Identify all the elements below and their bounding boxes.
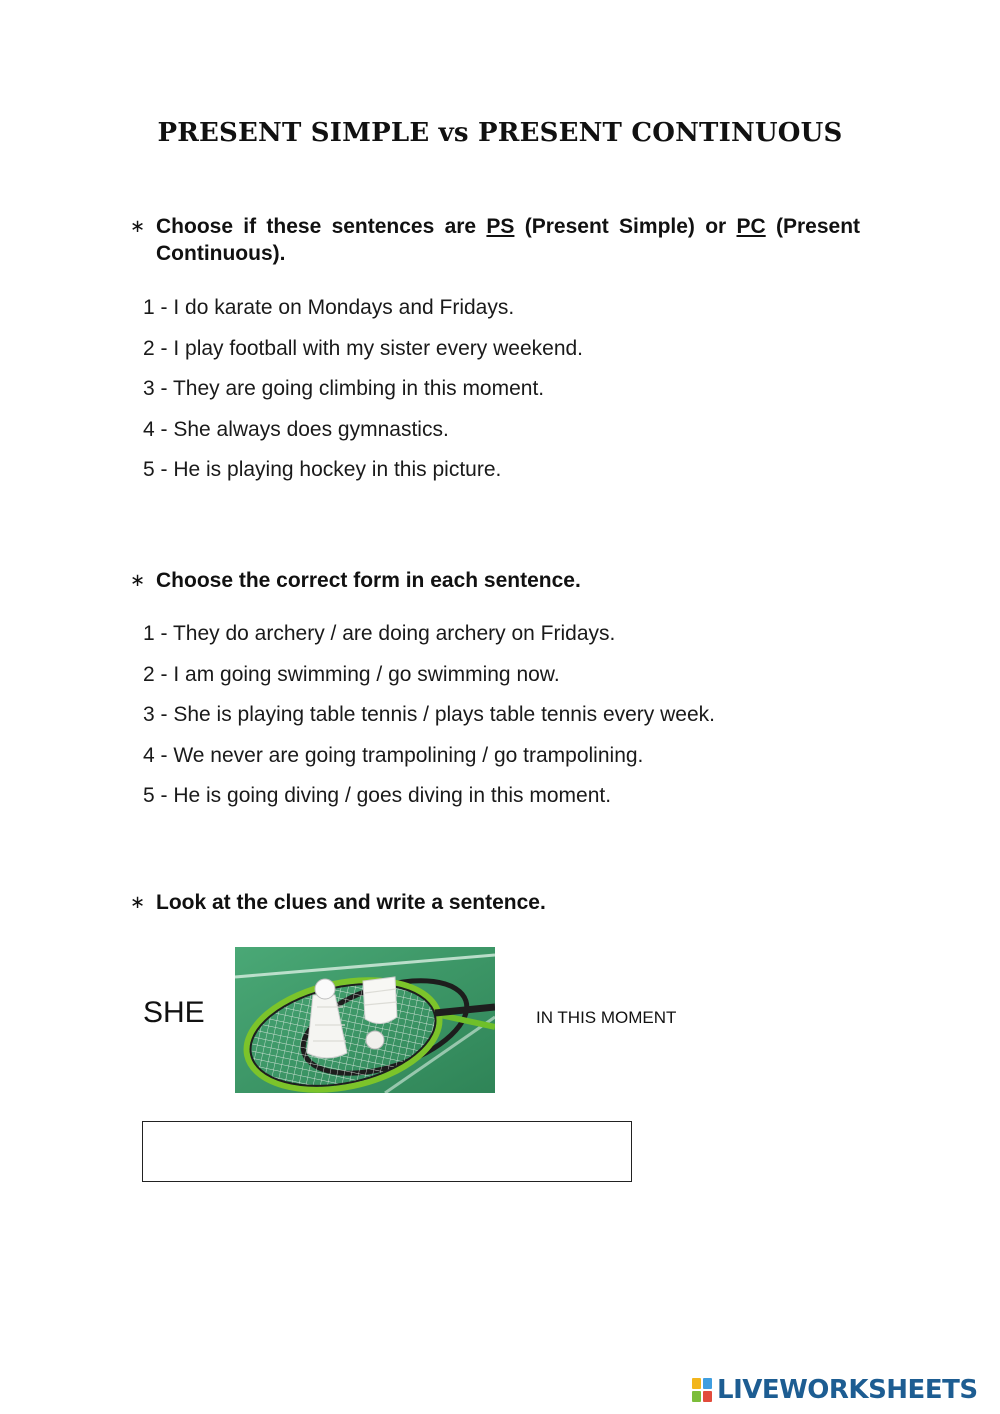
list-item: 1 - They do archery / are doing archery on Fridays. [143, 622, 616, 645]
instruction-3 [130, 889, 860, 916]
list-item: 4 - We never are going trampolining / go trampolining. [143, 743, 644, 767]
pc-abbrev: PC [736, 215, 766, 238]
exercise-2-list [143, 622, 715, 825]
list-item: 5 - He is going diving / goes diving in this moment. [143, 784, 612, 807]
instruction-2-text: Choose the correct form in each sentence. [156, 569, 581, 592]
list-item: 4 - She always does gymnastics. [143, 417, 449, 441]
badminton-racket-shuttlecock-image [235, 947, 495, 1093]
answer-input[interactable] [142, 1121, 632, 1182]
instruction-2 [130, 567, 860, 594]
instruction-1-text-a: Choose if these sentences are [156, 215, 487, 238]
instruction-1-text-b: (Present Simple) or [514, 215, 737, 238]
time-clue: IN THIS MOMENT [536, 1008, 677, 1027]
exercise-1-list [143, 296, 583, 499]
instruction-1 [130, 213, 860, 267]
list-item: 1 - I do karate on Mondays and Fridays. [143, 296, 515, 319]
liveworksheets-logo-icon [692, 1377, 714, 1403]
page-title: PRESENT SIMPLE vs PRESENT CONTINUOUS [157, 118, 843, 148]
list-item: 2 - I am going swimming / go swimming now. [143, 662, 560, 686]
liveworksheets-logo [692, 1374, 978, 1406]
list-item: 3 - She is playing table tennis / plays table tennis every week. [143, 703, 715, 726]
list-item: 5 - He is playing hockey in this picture. [143, 458, 502, 481]
list-item: 3 - They are going climbing in this moment. [143, 377, 545, 400]
instruction-3-text: Look at the clues and write a sentence. [156, 891, 546, 914]
bullet-icon: ∗ [130, 216, 146, 236]
instruction-1-text-c: (Present Continuous). [156, 215, 861, 265]
subject-clue: SHE [143, 996, 205, 1029]
bullet-icon: ∗ [130, 892, 146, 912]
list-item: 2 - I play football with my sister every weekend. [143, 336, 584, 360]
logo-text: LIVEWORKSHEETS [717, 1375, 978, 1405]
ps-abbrev: PS [486, 215, 515, 238]
bullet-icon: ∗ [130, 570, 146, 590]
